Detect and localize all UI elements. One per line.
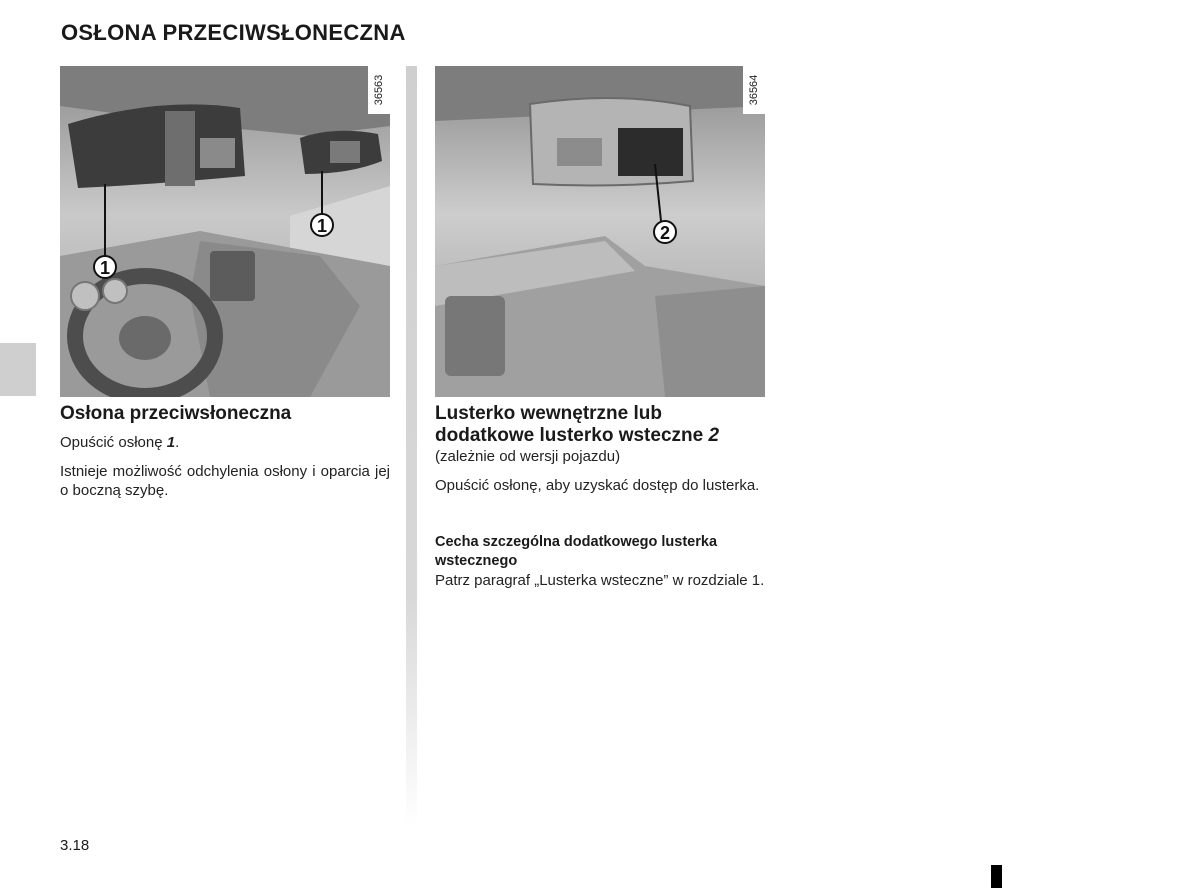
callout-2: 2 (659, 223, 671, 243)
callout-1: 1 (316, 216, 328, 236)
chapter-tab (0, 343, 36, 396)
version-note: (zależnie od wersji pojazdu) (435, 448, 621, 465)
callout-1: 1 (99, 258, 111, 278)
sun-visor-illustration (60, 66, 390, 397)
subheading-additional-mirror: Cecha szczególna dodatkowego lusterka wstecznego (435, 534, 718, 569)
page-edge-mark (991, 865, 1002, 888)
section-heading-sun-visor: Osłona przeciwsłoneczna (60, 403, 292, 424)
section-heading-mirror: Lusterko wewnętrzne lub dodatkowe lusterko wsteczne 2 (435, 403, 720, 446)
column-divider (406, 66, 417, 826)
mirror-access-paragraph: Opuścić osłonę, aby uzyskać dostęp do lusterka. (435, 477, 760, 494)
page-number: 3.18 (60, 837, 90, 854)
vanity-mirror-illustration (435, 66, 765, 397)
tilt-paragraph: Istnieje możliwość odchylenia osłony i oparcia jej o boczną szybę. (60, 463, 390, 499)
figure-code: 36564 (743, 66, 765, 114)
instruction-paragraph: Opuścić osłonę 1. (60, 434, 180, 451)
reference-paragraph: Patrz paragraf „Lusterka wsteczne” w rozdziale 1. (435, 572, 765, 589)
figure-code: 36563 (368, 66, 390, 114)
page-title: OSŁONA PRZECIWSŁONECZNA (61, 20, 406, 45)
